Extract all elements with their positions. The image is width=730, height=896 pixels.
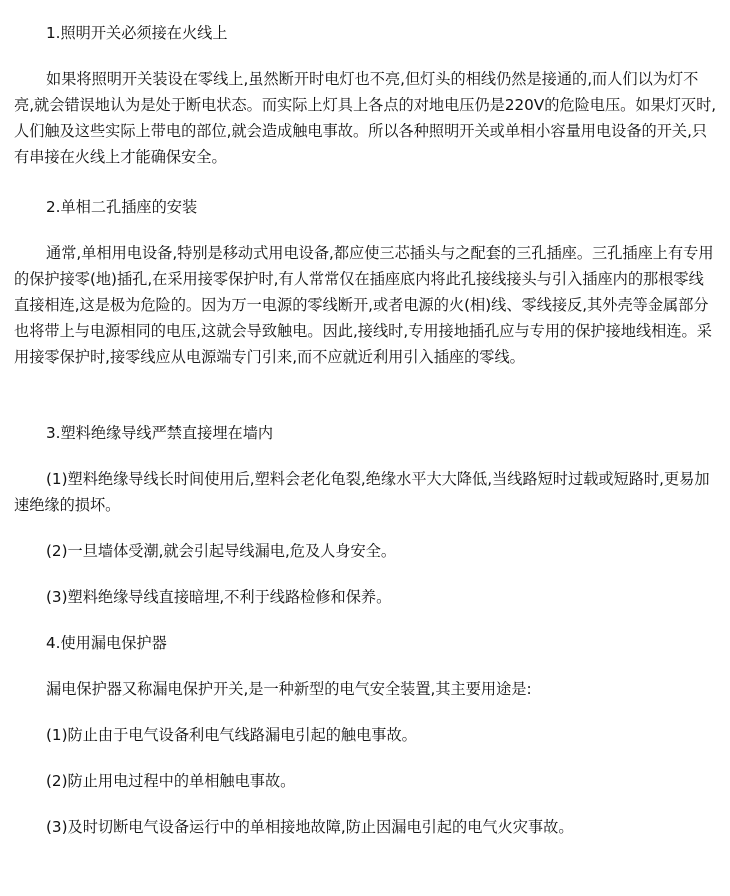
section-3-item-3: (3)塑料绝缘导线直接暗埋,不利于线路检修和保养。 <box>46 588 392 606</box>
section-4-item-1: (1)防止由于电气设备利电气线路漏电引起的触电事故。 <box>46 726 417 744</box>
section-1-heading: 1.照明开关必须接在火线上 <box>46 24 228 42</box>
section-3-heading: 3.塑料绝缘导线严禁直接埋在墙内 <box>46 424 274 442</box>
section-4-heading: 4.使用漏电保护器 <box>46 634 167 652</box>
section-2-paragraph-1: 通常,单相用电设备,特别是移动式用电设备,都应使三芯插头与之配套的三孔插座。三孔插座上有专用的保护接零(地)插孔,在采用接零保护时,有人常常仅在插座底内将此孔接线接头与引入插座内的那根零线直接相连,这是极为危险的。因为万一电源的零线断开,或者电源的火(相)线、零线接反,其外壳等金属部分也将带上与电源相同的电压,这就会导致触电。因此,接线时,专用接地插孔应与专用的保护接地线相连。采用接零保护时,接零线应从电源端专门引来,而不应就近利用引入插座的零线。 <box>14 244 714 366</box>
section-3-item-1: (1)塑料绝缘导线长时间使用后,塑料会老化龟裂,绝缘水平大大降低,当线路短时过载或短路时,更易加速绝缘的损坏。 <box>14 470 710 514</box>
section-4-item-3: (3)及时切断电气设备运行中的单相接地故障,防止因漏电引起的电气火灾事故。 <box>46 818 574 836</box>
section-1-paragraph-1: 如果将照明开关装设在零线上,虽然断开时电灯也不亮,但灯头的相线仍然是接通的,而人们以为灯不亮,就会错误地认为是处于断电状态。而实际上灯具上各点的对地电压仍是220V的危险电压。如果灯灭时,人们触及这些实际上带电的部位,就会造成触电事故。所以各种照明开关或单相小容量用电设备的开关,只有串接在火线上才能确保安全。 <box>14 70 717 166</box>
section-3-item-2: (2)一旦墙体受潮,就会引起导线漏电,危及人身安全。 <box>46 542 397 560</box>
section-2-heading: 2.单相二孔插座的安装 <box>46 198 198 216</box>
section-4-paragraph-1: 漏电保护器又称漏电保护开关,是一种新型的电气安全装置,其主要用途是: <box>46 680 532 698</box>
section-4-item-2: (2)防止用电过程中的单相触电事故。 <box>46 772 296 790</box>
